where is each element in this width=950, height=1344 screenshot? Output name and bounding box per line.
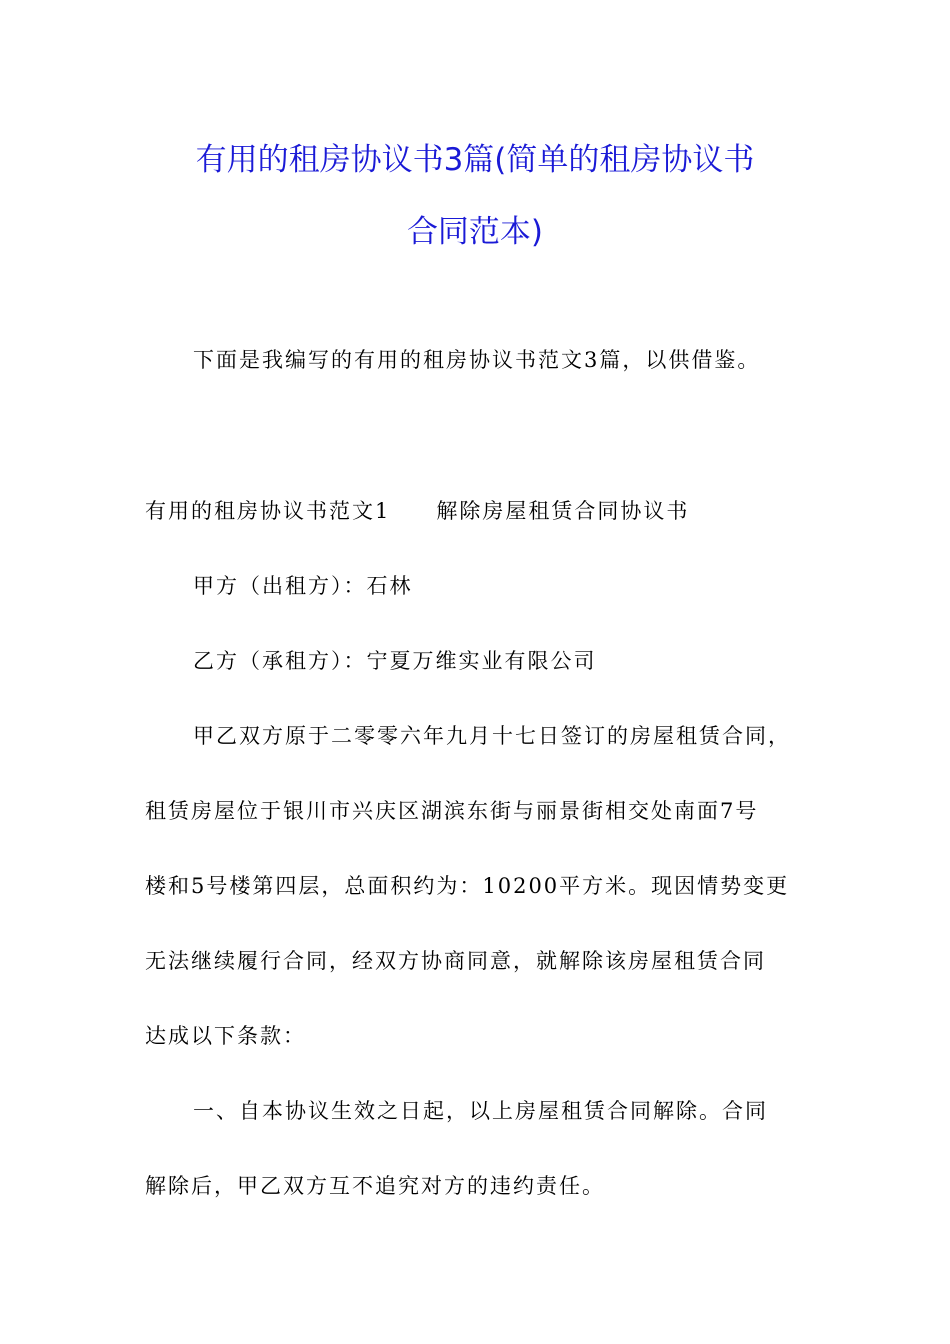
document-title-line-2: 合同范本) xyxy=(406,214,544,250)
party-a-line: 甲方（出租方）：石林 xyxy=(193,574,413,598)
paragraph-line: 楼和5号楼第四层，总面积约为：10200平方米。现因情势变更 xyxy=(145,874,790,898)
clause-line: 一、自本协议生效之日起，以上房屋租赁合同解除。合同 xyxy=(193,1099,768,1123)
document-title-line-1: 有用的租房协议书3篇(简单的租房协议书 xyxy=(195,142,755,178)
paragraph-line: 租赁房屋位于银川市兴庆区湖滨东街与丽景街相交处南面7号 xyxy=(145,799,759,823)
section-heading: 有用的租房协议书范文1 解除房屋租赁合同协议书 xyxy=(145,499,690,523)
party-b-line: 乙方（承租方）：宁夏万维实业有限公司 xyxy=(193,649,597,673)
clause-line: 解除后，甲乙双方互不追究对方的违约责任。 xyxy=(145,1174,605,1198)
intro-paragraph: 下面是我编写的有用的租房协议书范文3篇，以供借鉴。 xyxy=(193,348,761,372)
paragraph-line: 无法继续履行合同，经双方协商同意，就解除该房屋租赁合同 xyxy=(145,949,766,973)
paragraph-line: 甲乙双方原于二零零六年九月十七日签订的房屋租赁合同， xyxy=(193,724,791,748)
paragraph-line: 达成以下条款： xyxy=(145,1024,306,1048)
